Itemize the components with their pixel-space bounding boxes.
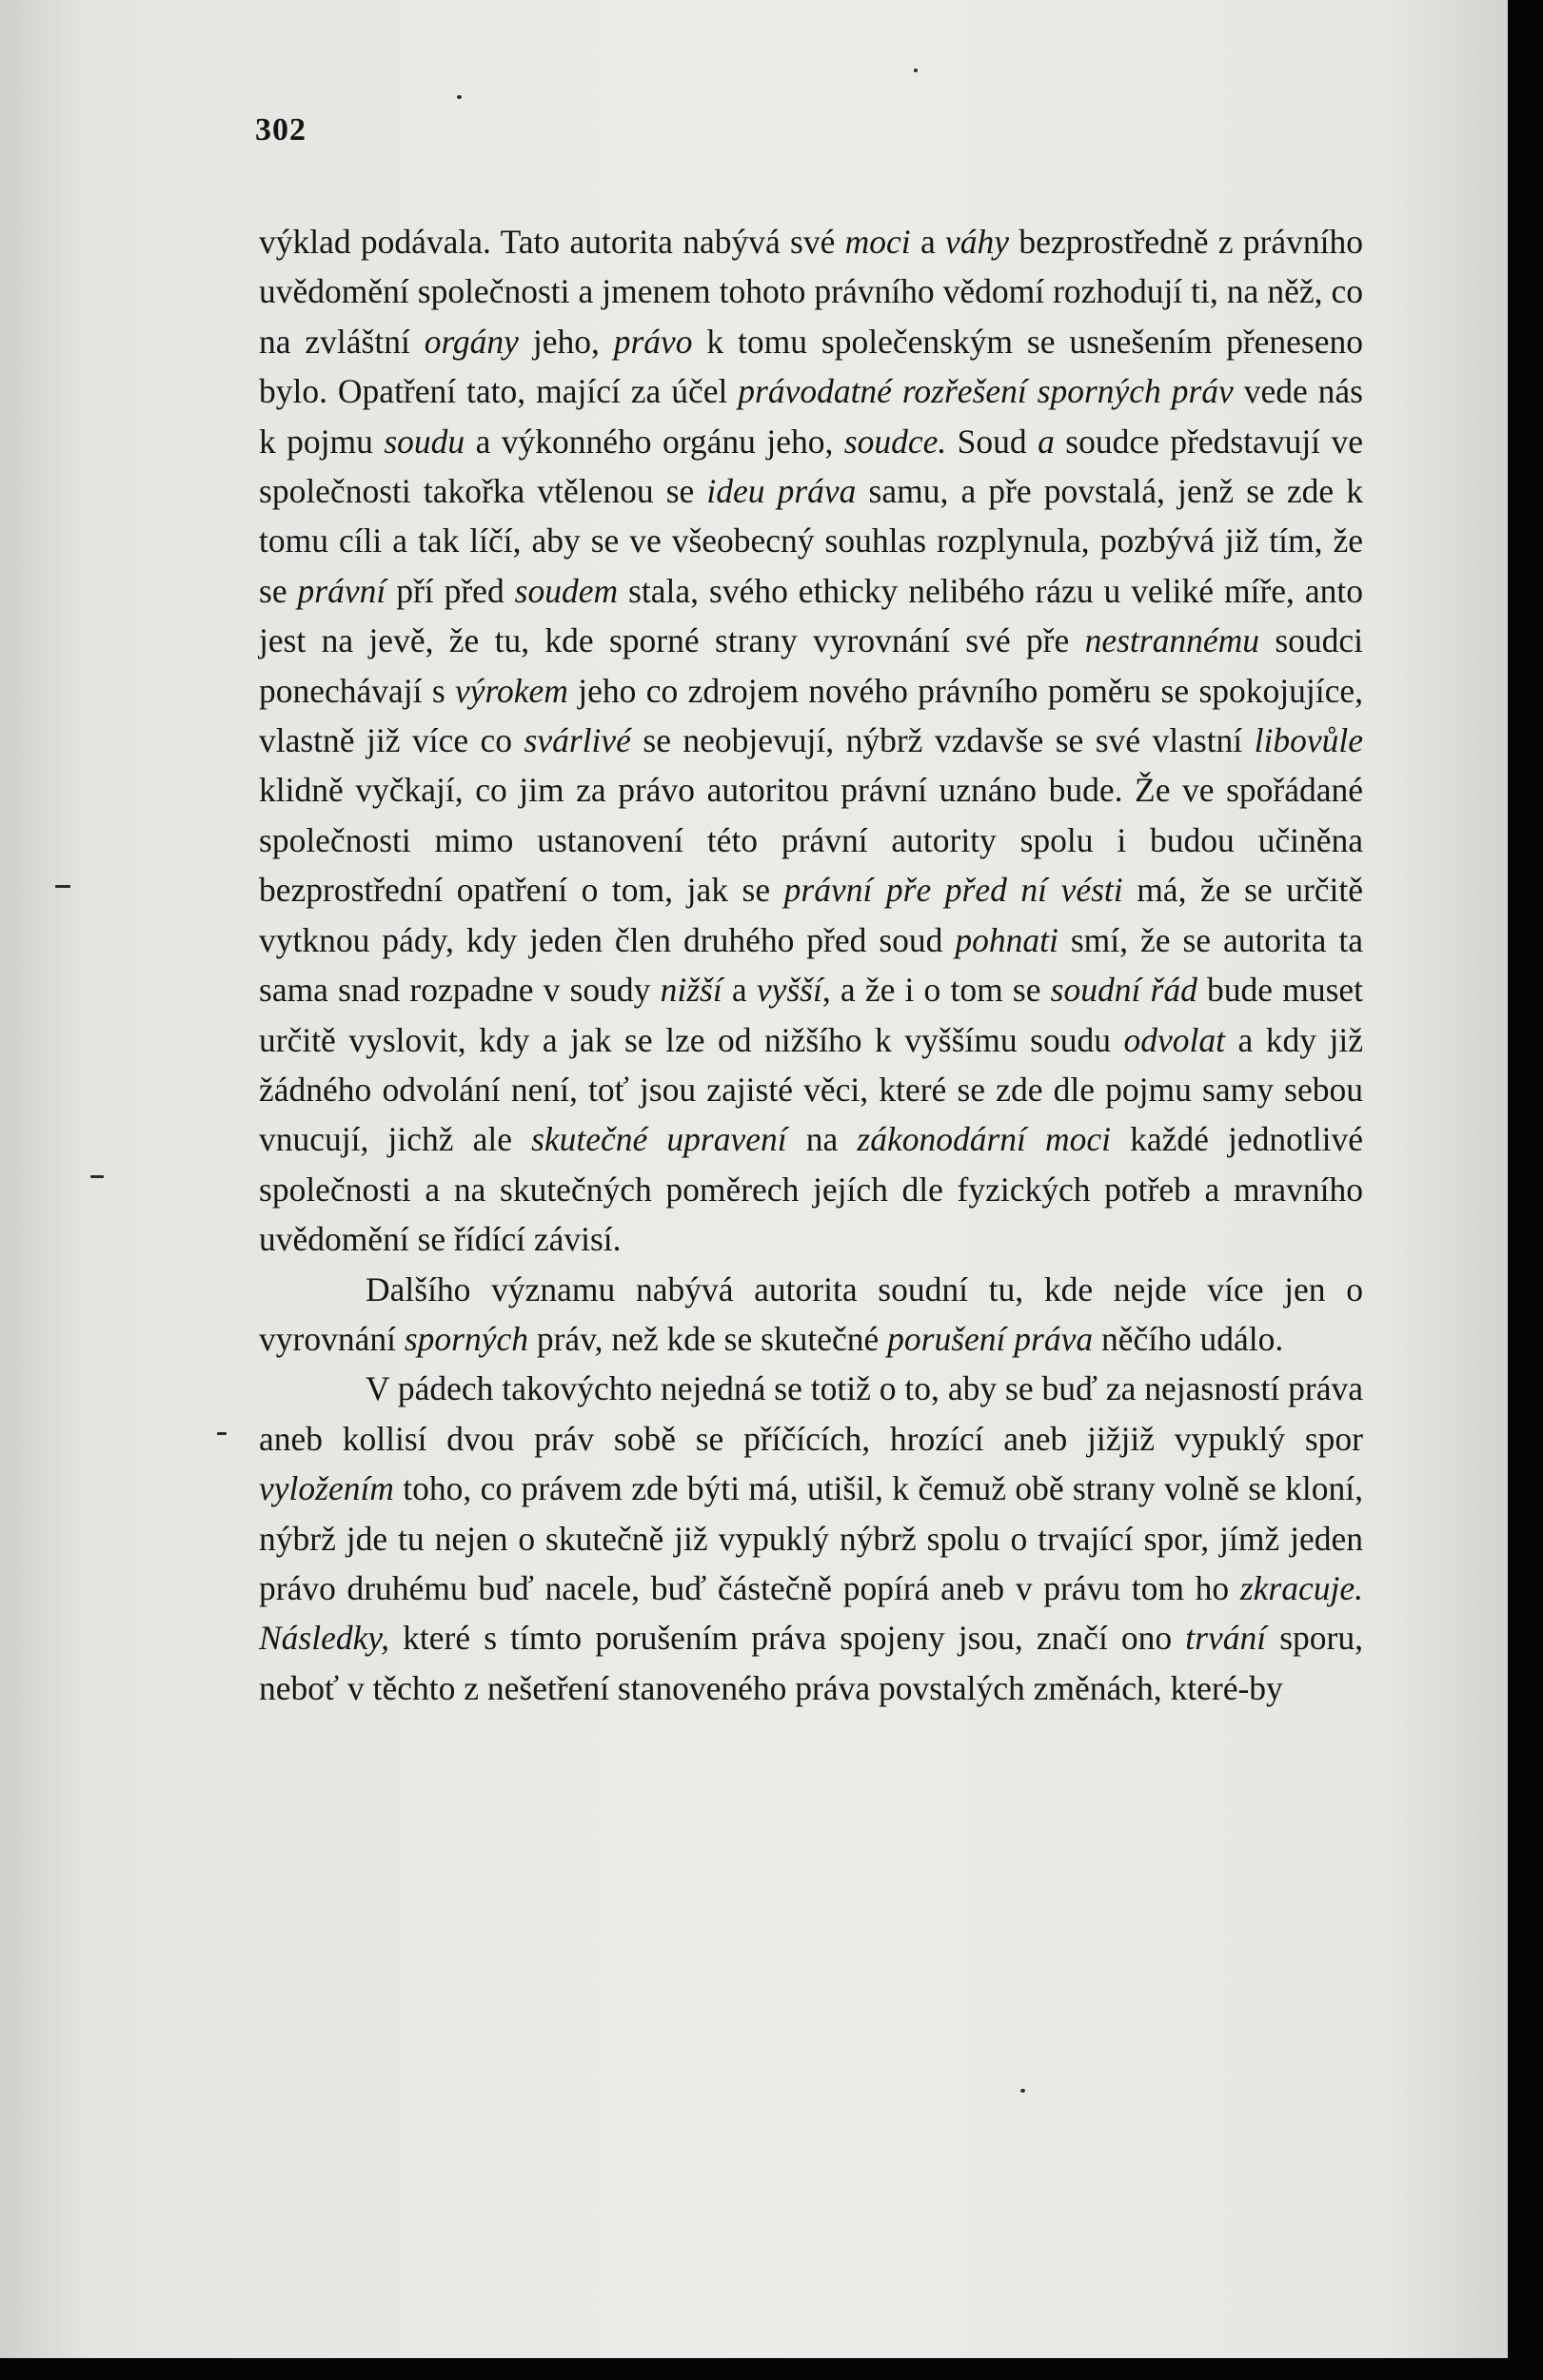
emphasis-text: váhy <box>945 223 1010 261</box>
emphasis-text: právodatné rozřešení sporných práv <box>738 372 1234 411</box>
scan-speck <box>457 95 462 99</box>
body-text-run: sporu, neboť v těchto z nešetření stanoveného práva povstalých změnách, které-by <box>259 1619 1363 1707</box>
body-text-run: , a že i o tom se <box>821 971 1051 1010</box>
scan-speck <box>90 1175 104 1178</box>
body-text-run: smí, že se autorita ta sama snad rozpadne v soudy <box>259 920 1363 1010</box>
scan-border-right <box>1508 0 1543 2380</box>
body-text-run: vede nás k pojmu <box>259 372 1363 461</box>
body-text-run: jeho co zdrojem nového právního poměru se spokojujíce, vlastně již více co <box>259 671 1363 760</box>
body-text-run: klidně vyčkají, co jim za právo autoritou právní uznáno bude. Že ve spořádané společnosti mimo ustanovení této právní autority spolu i budou učiněna bezprostřední opatření o tom, jak se <box>259 771 1363 910</box>
emphasis-text: výrokem <box>455 671 568 710</box>
paragraph <box>259 1265 1363 1365</box>
body-text-run: něčího událo. <box>1093 1319 1284 1358</box>
body-text-run: výklad podávala. Tato autorita nabývá své <box>259 223 845 261</box>
body-text-run: se neobjevují, nýbrž vzdavše se své vlastní <box>630 721 1255 760</box>
emphasis-text: moci <box>844 223 911 261</box>
body-text-run: a kdy již žádného odvolání není, toť jsou zajisté věci, které se zde dle pojmu samy sebou vnucují, jichž ale <box>259 1020 1363 1159</box>
emphasis-text: zákonodární moci <box>857 1120 1112 1159</box>
body-text-run: bude muset určitě vyslovit, kdy a jak se lze od nižšího k vyššímu soudu <box>259 971 1364 1059</box>
emphasis-text: trvání <box>1185 1619 1267 1658</box>
scan-speck <box>914 69 918 72</box>
emphasis-text: ideu práva <box>706 472 857 511</box>
body-text-run: a <box>722 971 757 1010</box>
scan-speck <box>217 1432 227 1435</box>
body-text-run: Dalšího významu nabývá autorita soudní tu, kde nejde více jen o vyrovnání <box>259 1269 1363 1358</box>
emphasis-text: odvolat <box>1123 1020 1225 1059</box>
body-text-run: soudci ponechávají s <box>259 621 1364 710</box>
emphasis-text: soudní řád <box>1050 971 1197 1010</box>
emphasis-text: skutečné upravení <box>531 1120 787 1159</box>
emphasis-text: libovůle <box>1254 721 1363 760</box>
paragraph <box>259 1364 1363 1713</box>
emphasis-text: právní <box>297 571 386 610</box>
paragraph <box>259 217 1363 1265</box>
body-text-run: má, že se určitě vytknou pády, kdy jeden člen druhého před soud <box>259 871 1364 959</box>
emphasis-text: nižší <box>660 971 722 1010</box>
body-text-run: samu, a pře povstalá, jenž se zde k tomu cíli a tak líčí, aby se ve všeobecný souhlas rozplynula, pozbývá již tím, že se <box>259 472 1363 610</box>
body-text <box>259 217 1363 1713</box>
emphasis-text: zkracuje. Následky, <box>259 1568 1363 1658</box>
emphasis-text: vyložením <box>259 1469 394 1508</box>
body-text-run: práv, než kde se skutečné <box>527 1319 888 1358</box>
emphasis-text: nestrannému <box>1084 621 1259 660</box>
body-text-run: toho, co právem zde býti má, utišil, k čemuž obě strany volně se kloní, nýbrž jde tu nejen o skutečně již vypuklý nýbrž spolu o trvající spor, jímž jeden právo druhému buď nacele, buď částečně popírá aneb v právu tom ho <box>259 1469 1363 1607</box>
body-text-run: které s tímto porušením práva spojeny jsou, značí ono <box>389 1619 1186 1658</box>
body-text-run: bezprostředně z právního uvědomění společnosti a jmenem tohoto právního vědomí rozhodují ti, na něž, co na zvláštní <box>259 223 1364 361</box>
scan-speck <box>55 885 70 888</box>
body-text-run: pří před <box>386 571 515 610</box>
emphasis-text: soudce. <box>843 422 947 461</box>
body-text-run: a výkonného orgánu jeho, <box>465 422 844 461</box>
body-text-run: a <box>910 223 946 261</box>
scan-speck <box>1020 2089 1025 2093</box>
emphasis-text: právní pře před ní vésti <box>783 871 1123 910</box>
body-text-run: soudce představují ve společnosti takořka vtělenou se <box>259 422 1363 511</box>
body-text-run: na <box>786 1120 858 1159</box>
emphasis-text: sporných <box>404 1319 528 1358</box>
emphasis-text: pohnati <box>955 920 1058 959</box>
emphasis-text: právo <box>613 322 693 361</box>
body-text-run: V pádech takovýchto nejedná se totiž o to, aby se buď za nejasností práva aneb kollisí dvou práv sobě se příčících, hrozící aneb jižjiž vypuklý spor <box>259 1369 1363 1458</box>
emphasis-text: porušení práva <box>887 1319 1094 1358</box>
body-text-run: Soud <box>946 422 1039 461</box>
emphasis-text: soudem <box>514 571 619 610</box>
emphasis-text: svárlivé <box>524 721 631 760</box>
body-text-run: každé jednotlivé společnosti a na skutečných poměrech jejích dle fyzických potřeb a mravního uvědomění se řídící závisí. <box>259 1120 1363 1259</box>
body-text-run: jeho, <box>518 322 614 361</box>
emphasis-text: vyšší <box>756 971 822 1010</box>
emphasis-text: a <box>1038 422 1055 461</box>
scan-border-bottom <box>0 2358 1543 2380</box>
page-number: 302 <box>255 112 307 148</box>
emphasis-text: orgány <box>424 322 519 361</box>
emphasis-text: soudu <box>384 422 465 461</box>
body-text-run: stala, svého ethicky nelibého rázu u veliké míře, anto jest na jevě, že tu, kde sporné strany vyrovnání své pře <box>259 571 1363 660</box>
body-text-run: k tomu společenským se usnešením přeneseno bylo. Opatření tato, mající za účel <box>259 322 1363 411</box>
